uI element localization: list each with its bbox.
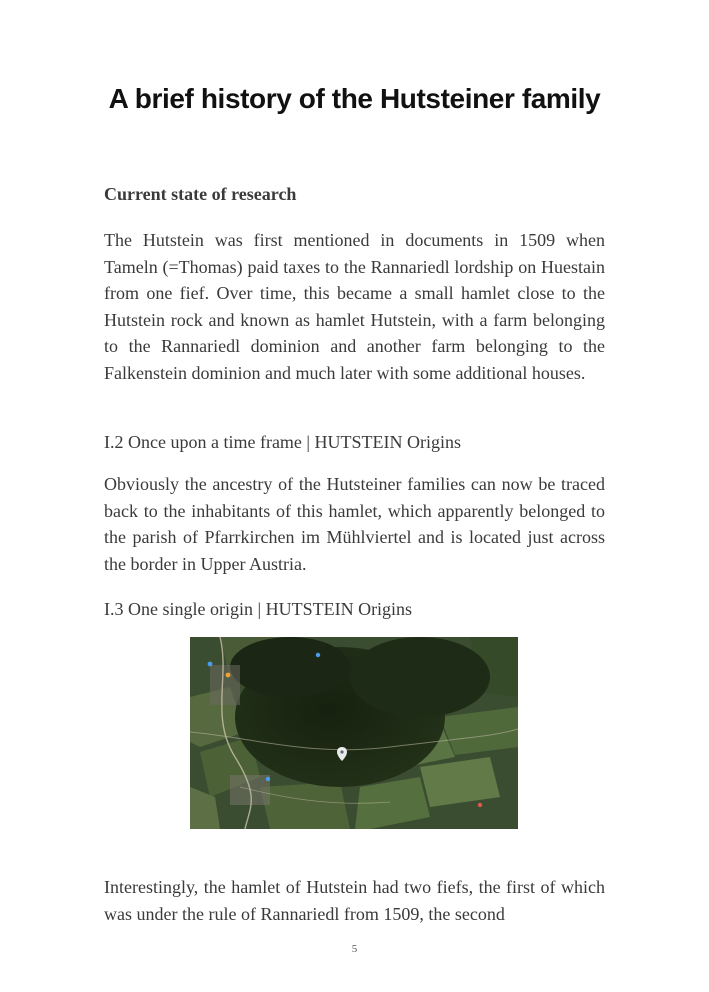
- section-heading: Current state of research: [104, 184, 297, 204]
- page-title: A brief history of the Hutsteiner family: [108, 83, 601, 114]
- paragraph-1: The Hutstein was first mentioned in documents in 1509 when Tameln (=Thomas) paid taxes to the Rannariedl lordship on Huestain from one fief. Over time, this became a small hamlet close to the Hutstein rock and known as hamlet Hutstein, with a farm belonging to the Rannariedl dominion and another farm belonging to the Falkenstein dominion and much later with some additional houses.: [104, 230, 605, 383]
- paragraph-2: Obviously the ancestry of the Hutsteiner families can now be traced back to the inhabitants of this hamlet, which apparently belonged to the parish of Pfarrkirchen im Mühlviertel and is located just across the border in Upper Austria.: [104, 474, 605, 574]
- page-number: 5: [351, 943, 358, 955]
- paragraph-3: Interestingly, the hamlet of Hutstein had two fiefs, the first of which was under the rule of Rannariedl from 1509, the second: [104, 877, 605, 924]
- satellite-map-image: [190, 637, 518, 829]
- subheading-1: I.2 Once upon a time frame | HUTSTEIN Origins: [104, 432, 462, 452]
- subheading-2: I.3 One single origin | HUTSTEIN Origins: [104, 599, 413, 619]
